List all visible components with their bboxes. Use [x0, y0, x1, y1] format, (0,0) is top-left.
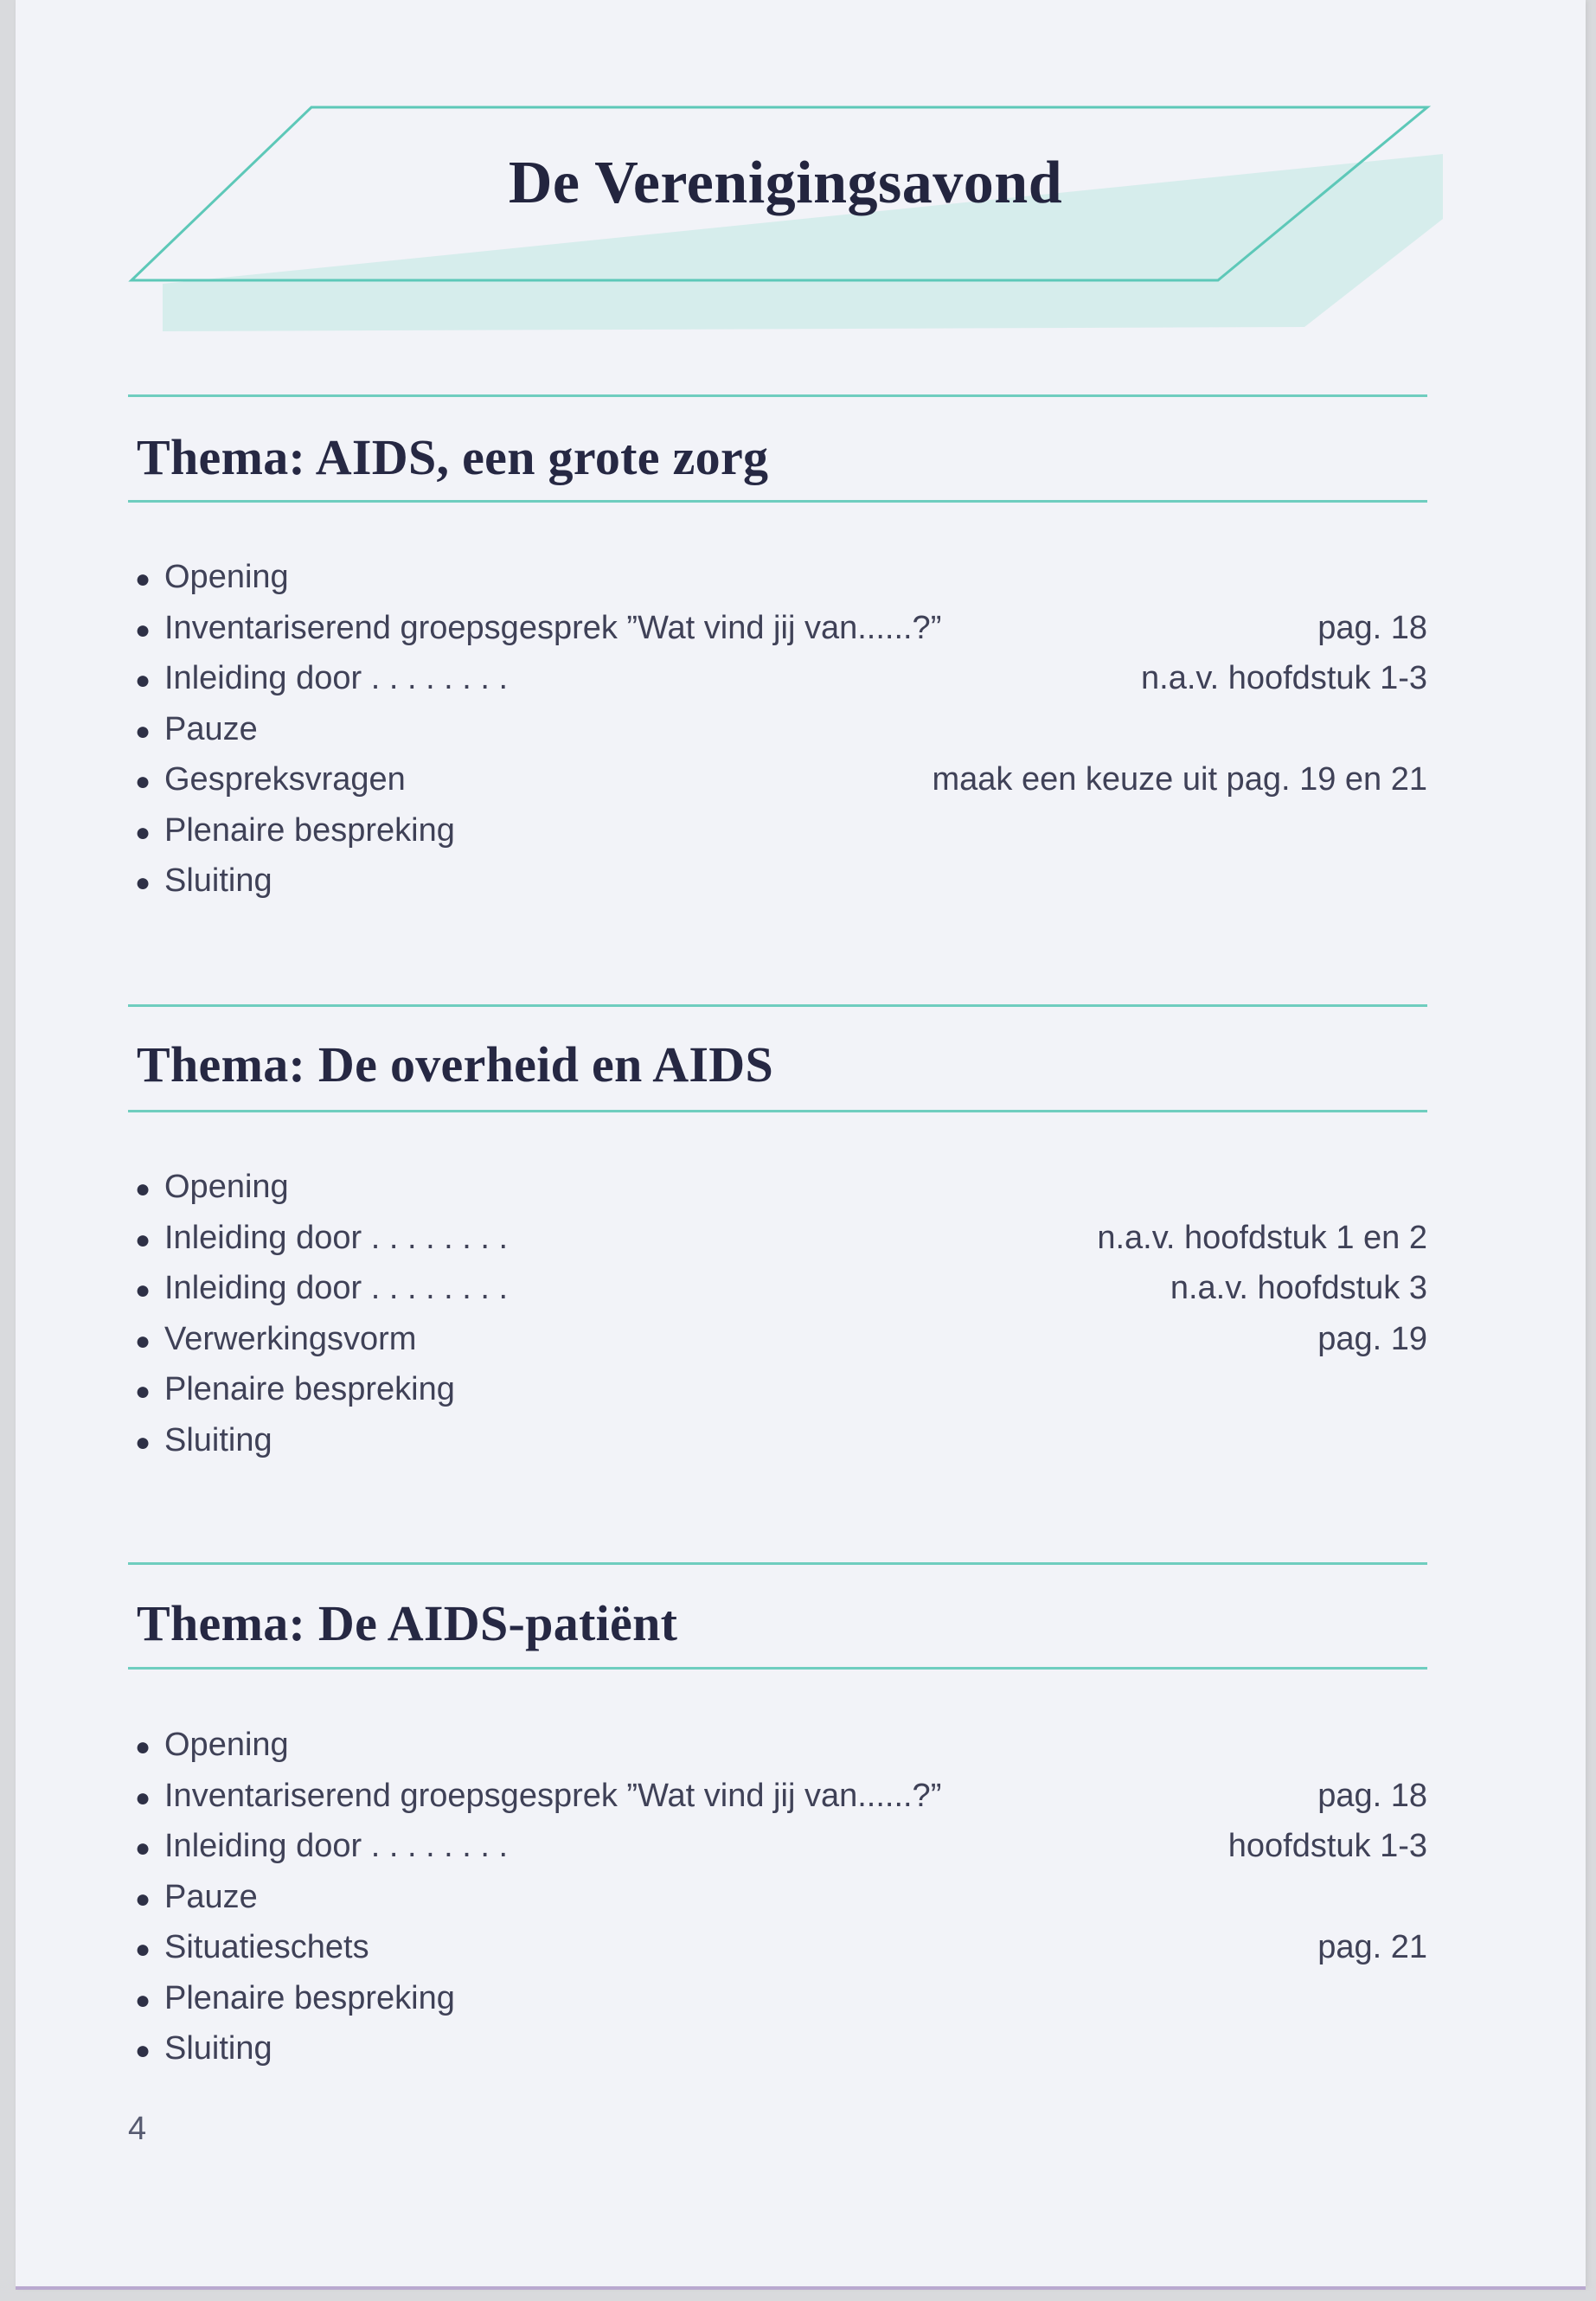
agenda-item-text: Sluiting [164, 2030, 272, 2067]
section-2-title: Thema: De overheid en AIDS [137, 1036, 773, 1093]
section-2-agenda [135, 1162, 1427, 1465]
agenda-item-text: Opening [164, 559, 289, 595]
agenda-item-text: Inleiding door . . . . . . . . [164, 1270, 509, 1306]
agenda-item [135, 1720, 1427, 1771]
agenda-item [135, 1314, 1427, 1365]
bullet-icon: ● [135, 615, 151, 644]
agenda-item-text: Pauze [164, 1878, 258, 1915]
agenda-item-text: Inleiding door . . . . . . . . [164, 1219, 509, 1256]
agenda-item-text: Plenaire bespreking [164, 811, 455, 849]
agenda-item-text: Inleiding door . . . . . . . . [164, 660, 509, 696]
agenda-item [135, 1771, 1427, 1822]
agenda-item [135, 603, 1427, 654]
agenda-item-text: Pauze [164, 710, 258, 747]
bullet-icon: ● [135, 1175, 151, 1203]
agenda-item-text: Inleiding door . . . . . . . . [164, 1828, 509, 1864]
bullet-icon: ● [135, 666, 151, 695]
title-banner [128, 102, 1443, 344]
agenda-item-text: Plenaire bespreking [164, 1371, 455, 1407]
agenda-item-ref: n.a.v. hoofdstuk 1-3 [1141, 660, 1427, 696]
agenda-item-text: Sluiting [164, 862, 272, 899]
agenda-item [135, 552, 1427, 603]
bullet-icon: ● [135, 817, 151, 847]
bullet-icon: ● [135, 767, 151, 796]
agenda-item-ref: n.a.v. hoofdstuk 1 en 2 [1097, 1219, 1427, 1256]
section-1-agenda [135, 552, 1427, 907]
agenda-item [135, 856, 1427, 907]
agenda-item-text: Inventariserend groepsgesprek ”Wat vind jij van......?” [164, 609, 942, 646]
section-3-bottom-rule [128, 1667, 1427, 1670]
bullet-icon: ● [135, 1733, 151, 1761]
bullet-icon: ● [135, 1884, 151, 1913]
agenda-item [135, 1162, 1427, 1213]
agenda-item [135, 1973, 1427, 2024]
agenda-item-text: Situatieschets [164, 1929, 369, 1965]
agenda-item [135, 2023, 1427, 2074]
section-1-top-rule [128, 394, 1427, 397]
bullet-icon: ● [135, 1427, 151, 1457]
section-1-title: Thema: AIDS, een grote zorg [137, 429, 769, 485]
agenda-item-ref: n.a.v. hoofdstuk 3 [1170, 1270, 1427, 1306]
bullet-icon: ● [135, 1985, 151, 2015]
section-3-top-rule [128, 1562, 1427, 1565]
agenda-item [135, 1364, 1427, 1415]
section-2-top-rule [128, 1004, 1427, 1007]
section-3-agenda [135, 1720, 1427, 2074]
agenda-item [135, 653, 1427, 704]
agenda-item-text: Plenaire bespreking [164, 1979, 455, 2016]
agenda-item [135, 1263, 1427, 1314]
agenda-item-text: Inventariserend groepsgesprek ”Wat vind jij van......?” [164, 1777, 942, 1814]
agenda-item-text: Sluiting [164, 1421, 272, 1458]
agenda-item-text: Opening [164, 1169, 289, 1205]
section-2-bottom-rule [128, 1110, 1427, 1112]
agenda-item [135, 1922, 1427, 1973]
agenda-item [135, 1415, 1427, 1466]
agenda-item-text: Opening [164, 1727, 289, 1763]
bullet-icon: ● [135, 1326, 151, 1356]
section-3-title: Thema: De AIDS-patiënt [137, 1595, 678, 1651]
page-title: De Verenigingsavond [508, 150, 1063, 216]
bullet-icon: ● [135, 1377, 151, 1406]
bullet-icon: ● [135, 716, 151, 746]
agenda-item [135, 1872, 1427, 1923]
agenda-item-ref: maak een keuze uit pag. 19 en 21 [932, 761, 1427, 798]
agenda-item-text: Gespreksvragen [164, 761, 406, 798]
agenda-item [135, 704, 1427, 755]
agenda-item-ref: pag. 18 [1317, 609, 1427, 646]
bullet-icon: ● [135, 1935, 151, 1964]
bullet-icon: ● [135, 1276, 151, 1304]
agenda-item [135, 754, 1427, 805]
page-bottom-edge [16, 2286, 1586, 2290]
agenda-item-ref: pag. 19 [1317, 1320, 1427, 1357]
agenda-item-ref: pag. 18 [1317, 1777, 1427, 1814]
section-1-bottom-rule [128, 500, 1427, 503]
agenda-item [135, 1821, 1427, 1872]
bullet-icon: ● [135, 1783, 151, 1812]
bullet-icon: ● [135, 1834, 151, 1862]
agenda-item-text: Verwerkingsvorm [164, 1320, 417, 1357]
agenda-item-ref: hoofdstuk 1-3 [1227, 1828, 1427, 1864]
bullet-icon: ● [135, 1225, 151, 1254]
page-number: 4 [128, 2111, 147, 2147]
bullet-icon: ● [135, 2036, 151, 2065]
agenda-item-ref: pag. 21 [1317, 1929, 1427, 1965]
agenda-item [135, 1213, 1427, 1264]
bullet-icon: ● [135, 565, 151, 593]
bullet-icon: ● [135, 868, 151, 897]
agenda-item [135, 805, 1427, 856]
